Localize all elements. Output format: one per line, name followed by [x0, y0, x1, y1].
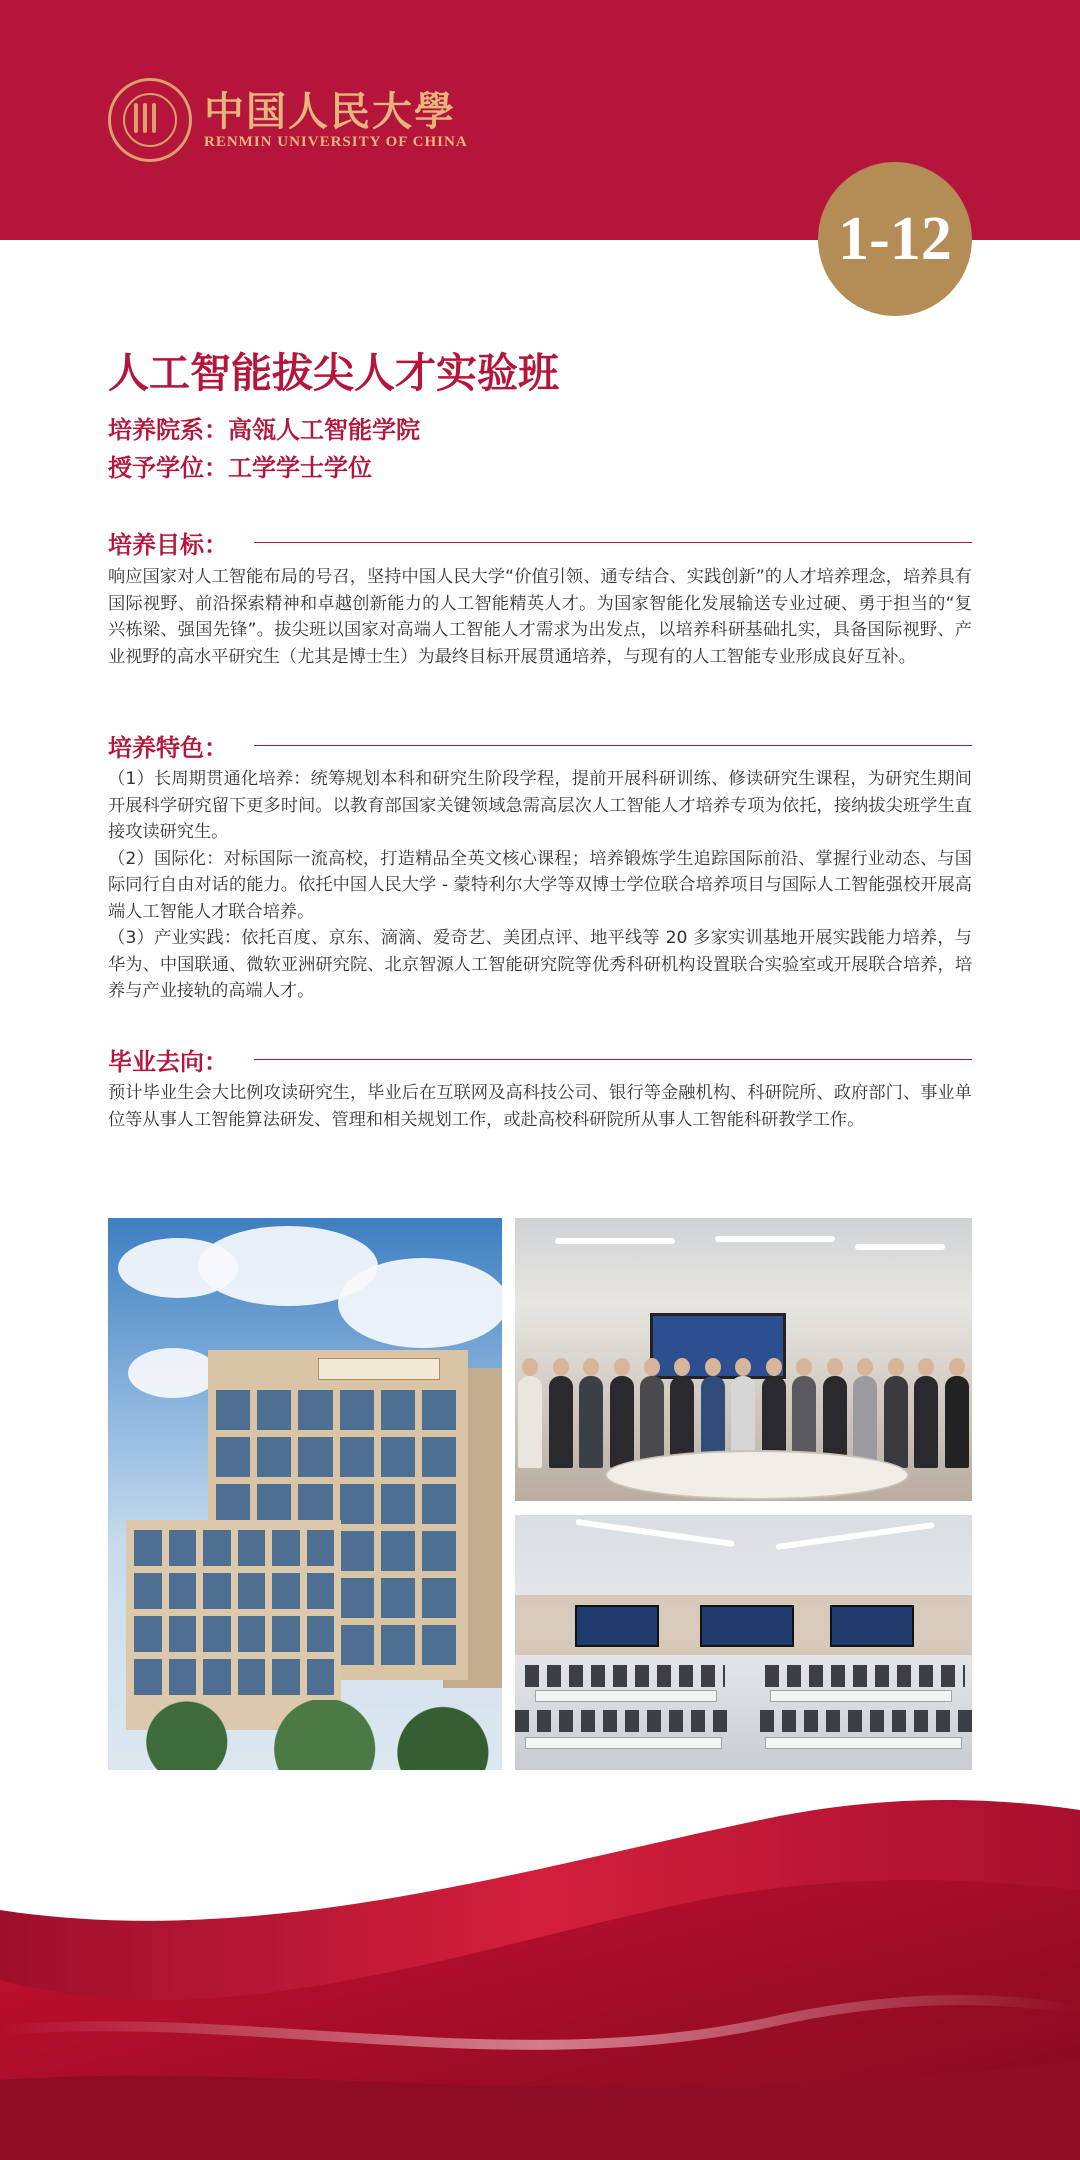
goal-text: 响应国家对人工智能布局的号召，坚持中国人民大学“价值引领、通专结合、实践创新”的人才培养理念，培养具有国际视野、前沿探索精神和卓越创新能力的人工智能精英人才。为国家智能化发展输送专业过硬、勇于担当的“复兴栋梁、强国先锋”。拔尖班以国家对高端人工智能人才需求为出发点，以培养科研基础扎实，具备国际视野、产业视野的高水平研究生（尤其是博士生）为最终目标开展贯通培养，与现有的人工智能专业形成良好互补。 [108, 567, 972, 667]
degree-line: 授予学位：工学学士学位 [108, 453, 372, 482]
logo-chinese-name: 中国人民大學 [204, 87, 456, 135]
feature-item-1: （1）长周期贯通化培养：统筹规划本科和研究生阶段学程，提前开展科研训练、修读研究生课程，为研究生期间开展科学研究留下更多时间。以教育部国家关键领域急需高层次人工智能人才培养专项为依托，接纳拔尖班学生直接攻读研究生。 [108, 769, 972, 842]
section-divider [254, 745, 972, 746]
classroom-photo [515, 1515, 972, 1770]
features-paragraph [108, 766, 972, 1005]
careers-paragraph [108, 1080, 972, 1133]
feature-item-3: （3）产业实践：依托百度、京东、滴滴、爱奇艺、美团点评、地平线等 20 多家实训基地开展实践能力培养，与华为、中国联通、微软亚洲研究院、北京智源人工智能研究院等优秀科研机构设置联合实验室或开展联合培养，培养与产业接轨的高端人才。 [108, 928, 972, 1001]
page-title: 人工智能拔尖人才实验班 [108, 349, 559, 397]
section-header-features [108, 728, 972, 762]
section-title-features: 培养特色： [108, 732, 228, 762]
building-sign [318, 1358, 440, 1380]
section-divider [254, 542, 972, 543]
feature-item-2: （2）国际化：对标国际一流高校，打造精品全英文核心课程；培养锻炼学生追踪国际前沿、掌握行业动态、与国际同行自由对话的能力。依托中国人民大学 - 蒙特利尔大学等双博士学位联合培养项目与国际人工智能强校开展高端人工智能人才联合培养。 [108, 848, 972, 922]
section-title-goal: 培养目标： [108, 529, 228, 559]
careers-text: 预计毕业生会大比例攻读研究生，毕业后在互联网及高科技公司、银行等金融机构、科研院所、政府部门、事业单位等从事人工智能算法研发、管理和相关规划工作，或赴高校科研院所从事人工智能科研教学工作。 [108, 1083, 972, 1130]
university-seal-icon [108, 78, 192, 162]
building-photo [108, 1218, 502, 1770]
department-line: 培养院系：高瓴人工智能学院 [108, 415, 420, 444]
section-header-goal [108, 525, 972, 559]
section-header-careers [108, 1042, 972, 1076]
section-divider [254, 1059, 972, 1060]
goal-paragraph [108, 564, 972, 670]
logo-english-name: RENMIN UNIVERSITY OF CHINA [204, 133, 468, 150]
section-title-careers: 毕业去向： [108, 1046, 228, 1076]
university-logo [108, 78, 468, 162]
decorative-ribbon [0, 1780, 1080, 2160]
group-meeting-photo [515, 1218, 972, 1501]
program-number-badge: 1-12 [818, 162, 972, 316]
